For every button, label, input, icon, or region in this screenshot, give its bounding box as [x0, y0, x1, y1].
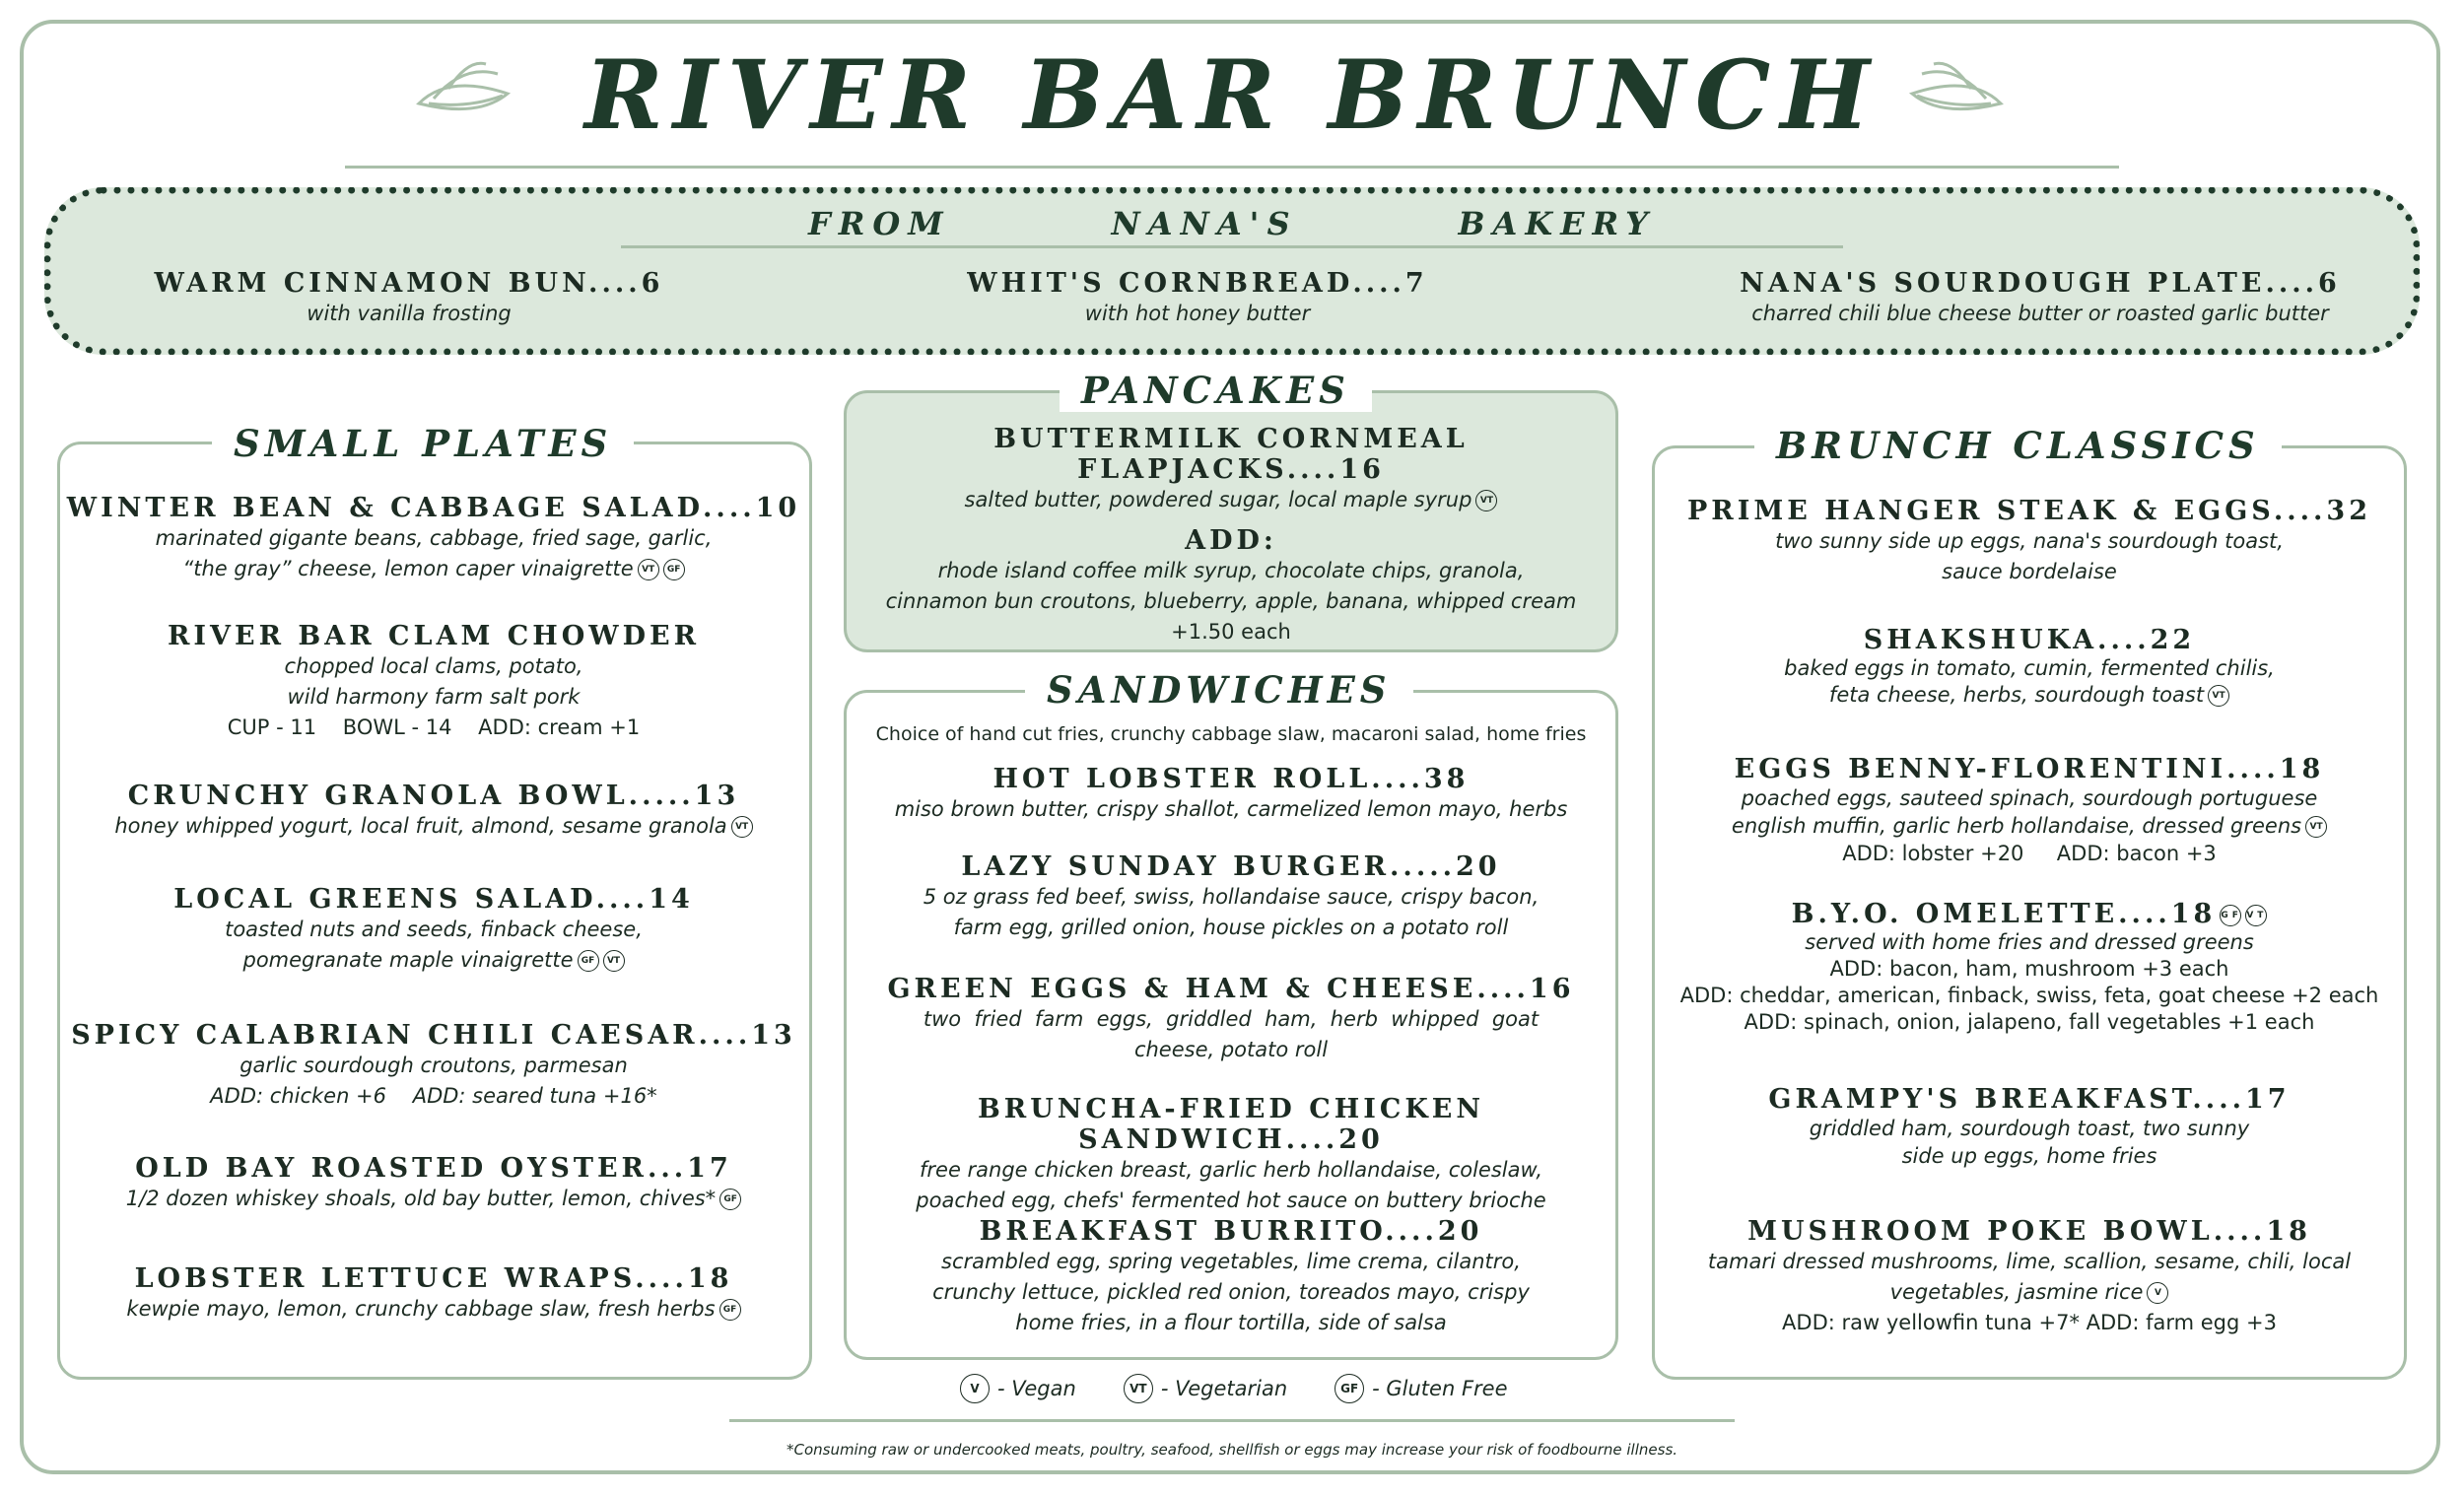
- item-desc: side up eggs, home fries: [1901, 1144, 2157, 1168]
- item-desc: sauce bordelaise: [1942, 560, 2117, 583]
- item-desc: kewpie mayo, lemon, crunchy cabbage slaw, fresh herbs: [126, 1297, 716, 1321]
- item-name: MUSHROOM POKE BOWL....18: [1747, 1216, 2311, 1247]
- menu-item: [1654, 1216, 2405, 1338]
- food-safety-disclaimer: *Consuming raw or undercooked meats, poultry, seafood, shellfish or eggs may increase your risk of foodbourne illness.: [786, 1441, 1678, 1459]
- bakery-header-word: BAKERY: [1458, 205, 1656, 242]
- item-addons: ADD: spinach, onion, jalapeno, fall vegetables +1 each: [1744, 1010, 2315, 1034]
- vegetarian-icon: VT: [2208, 685, 2229, 707]
- item-desc: poached egg, chefs' fermented hot sauce on buttery brioche: [916, 1189, 1546, 1212]
- add-ons-list: cinnamon bun croutons, blueberry, apple, banana, whipped cream: [885, 589, 1577, 613]
- item-desc: english muffin, garlic herb hollandaise, dressed greens: [1731, 814, 2302, 838]
- item-desc: wild harmony farm salt pork: [287, 685, 581, 709]
- bakery-header: [621, 205, 1843, 248]
- item-name: WARM CINNAMON BUN....6: [154, 268, 664, 299]
- item-desc: honey whipped yogurt, local fruit, almond, sesame granola: [114, 814, 727, 838]
- item-name: BRUNCHA-FRIED CHICKEN SANDWICH....20: [977, 1094, 1485, 1155]
- gluten-free-icon: GF: [578, 950, 599, 972]
- add-ons-list: rhode island coffee milk syrup, chocolate chips, granola,: [937, 559, 1525, 582]
- item-desc: charred chili blue cheese butter or roasted garlic butter: [1751, 302, 2329, 325]
- menu-title: RIVER BAR BRUNCH: [584, 39, 1880, 151]
- item-name: GREEN EGGS & HAM & CHEESE....16: [887, 974, 1575, 1004]
- item-desc: baked eggs in tomato, cumin, fermented chilis,: [1784, 656, 2275, 680]
- bakery-header-word: NANA'S: [1111, 205, 1298, 242]
- sandwich-sides-note: [846, 719, 1616, 750]
- vegetarian-icon: VT: [1124, 1374, 1153, 1403]
- bakery-item: [887, 268, 1508, 329]
- menu-item: [846, 764, 1616, 825]
- item-name: B.Y.O. OMELETTE....18: [1791, 899, 2217, 929]
- menu-item: [59, 1020, 808, 1112]
- item-name: EGGS BENNY-FLORENTINI....18: [1734, 754, 2325, 784]
- item-desc: with hot honey butter: [1084, 302, 1311, 325]
- item-name: WINTER BEAN & CABBAGE SALAD....10: [66, 493, 801, 523]
- item-name: PRIME HANGER STEAK & EGGS....32: [1686, 496, 2372, 526]
- vegetarian-icon: VT: [603, 950, 625, 972]
- item-desc: garlic sourdough croutons, parmesan: [240, 1054, 628, 1077]
- item-desc: chopped local clams, potato,: [284, 654, 583, 678]
- vegetarian-icon: VT: [638, 559, 659, 580]
- item-desc: tamari dressed mushrooms, lime, scallion, sesame, chili, local: [1707, 1250, 2352, 1273]
- item-desc: 1/2 dozen whiskey shoals, old bay butter, lemon, chives*: [125, 1187, 717, 1210]
- menu-item: [59, 493, 808, 584]
- footer-divider: [729, 1419, 1735, 1422]
- bakery-header-word: FROM: [808, 205, 951, 242]
- item-name: HOT LOBSTER ROLL....38: [992, 764, 1470, 794]
- menu-item: [1654, 899, 2405, 1036]
- legend-gluten-free: [1331, 1374, 1507, 1403]
- menu-item: [59, 884, 808, 976]
- item-desc: 5 oz grass fed beef, swiss, hollandaise sauce, crispy bacon,: [923, 885, 1540, 909]
- gluten-free-icon: GF: [1335, 1374, 1364, 1403]
- item-addons: ADD: bacon, ham, mushroom +3 each: [1829, 957, 2229, 981]
- sides-text: Choice of hand cut fries, crunchy cabbage slaw, macaroni salad, home fries: [875, 723, 1587, 745]
- item-addons: ADD: lobster +20 ADD: bacon +3: [1842, 842, 2217, 865]
- bakery-item: [99, 268, 719, 329]
- menu-item: [59, 1263, 808, 1325]
- item-name: WHIT'S CORNBREAD....7: [967, 268, 1428, 299]
- vegetarian-icon: VT: [731, 816, 753, 838]
- menu-item: [59, 781, 808, 842]
- legend-label: - Gluten Free: [1372, 1377, 1508, 1400]
- item-name: OLD BAY ROASTED OYSTER...17: [135, 1153, 732, 1184]
- item-desc: pomegranate maple vinaigrette: [242, 948, 574, 972]
- gluten-free-icon: GF: [663, 559, 685, 580]
- item-desc: served with home fries and dressed greens: [1805, 930, 2254, 954]
- menu-item: [846, 851, 1616, 943]
- item-addons: ADD: raw yellowfin tuna +7* ADD: farm egg +3: [1782, 1311, 2277, 1334]
- item-name: BUTTERMILK CORNMEAL FLAPJACKS....16: [993, 424, 1469, 485]
- item-addons: ADD: chicken +6 ADD: seared tuna +16*: [210, 1084, 657, 1108]
- menu-item: [59, 1153, 808, 1214]
- item-name: SPICY CALABRIAN CHILI CAESAR....13: [71, 1020, 796, 1051]
- item-desc: griddled ham, sourdough toast, two sunny: [1809, 1117, 2250, 1140]
- item-name: RIVER BAR CLAM CHOWDER: [167, 621, 701, 651]
- gluten-free-icon: GF: [719, 1299, 741, 1321]
- gluten-free-icon: GF: [719, 1189, 741, 1210]
- menu-item: [846, 424, 1616, 647]
- gluten-free-icon: GF: [2220, 905, 2241, 926]
- title-divider: [345, 166, 2119, 169]
- item-price-options: CUP - 11 BOWL - 14 ADD: cream +1: [227, 715, 641, 739]
- item-desc: two sunny side up eggs, nana's sourdough toast,: [1775, 529, 2284, 553]
- menu-item: [846, 1094, 1616, 1216]
- bakery-item: [1636, 268, 2444, 329]
- item-name: CRUNCHY GRANOLA BOWL.....13: [127, 781, 740, 811]
- legend-vegan: [956, 1374, 1076, 1403]
- item-desc: toasted nuts and seeds, finback cheese,: [225, 918, 643, 941]
- vegan-icon: V: [2147, 1282, 2168, 1304]
- add-ons-label: ADD:: [1185, 525, 1277, 556]
- item-desc: vegetables, jasmine rice: [1889, 1280, 2144, 1304]
- small-plates-title: SMALL PLATES: [212, 422, 634, 465]
- brunch-classics-title: BRUNCH CLASSICS: [1754, 424, 2282, 467]
- artichoke-ornament-right: [1902, 54, 2011, 123]
- item-desc: crunchy lettuce, pickled red onion, toreados mayo, crispy: [932, 1280, 1530, 1304]
- pancakes-title: PANCAKES: [1060, 369, 1372, 412]
- add-ons-price: +1.50 each: [1171, 620, 1291, 644]
- menu-item: [846, 1216, 1616, 1338]
- item-desc: salted butter, powdered sugar, local maple syrup: [964, 488, 1472, 511]
- item-desc: poached eggs, sauteed spinach, sourdough portuguese: [1741, 786, 2318, 810]
- item-name: SHAKSHUKA....22: [1863, 625, 2196, 655]
- item-desc: cheese, potato roll: [1133, 1038, 1329, 1061]
- item-name: GRAMPY'S BREAKFAST....17: [1768, 1084, 2291, 1115]
- item-desc: two fried farm eggs, griddled ham, herb whipped goat: [923, 1007, 1540, 1031]
- item-desc: feta cheese, herbs, sourdough toast: [1828, 683, 2205, 707]
- item-name: LOBSTER LETTUCE WRAPS....18: [134, 1263, 733, 1294]
- sandwiches-title: SANDWICHES: [1025, 668, 1413, 712]
- legend-label: - Vegan: [997, 1377, 1076, 1400]
- item-desc: free range chicken breast, garlic herb hollandaise, coleslaw,: [920, 1158, 1542, 1182]
- menu-item: [1654, 1084, 2405, 1170]
- item-name: LAZY SUNDAY BURGER.....20: [961, 851, 1501, 882]
- item-name: LOCAL GREENS SALAD....14: [173, 884, 694, 915]
- menu-item: [846, 974, 1616, 1065]
- item-desc: marinated gigante beans, cabbage, fried sage, garlic,: [155, 526, 713, 550]
- vegan-icon: V: [960, 1374, 990, 1403]
- item-name: NANA'S SOURDOUGH PLATE....6: [1740, 268, 2341, 299]
- menu-item: [1654, 496, 2405, 587]
- vegetarian-icon: VT: [1475, 490, 1497, 511]
- dietary-legend: [956, 1374, 1508, 1403]
- item-desc: with vanilla frosting: [307, 302, 512, 325]
- menu-item: [59, 621, 808, 743]
- item-addons: ADD: cheddar, american, finback, swiss, feta, goat cheese +2 each: [1679, 984, 2379, 1007]
- vegetarian-icon: VT: [2305, 816, 2327, 838]
- legend-vegetarian: [1120, 1374, 1287, 1403]
- item-desc: “the gray” cheese, lemon caper vinaigrette: [182, 557, 634, 580]
- vegetarian-icon: VT: [2245, 905, 2267, 926]
- legend-label: - Vegetarian: [1160, 1377, 1288, 1400]
- item-desc: home fries, in a flour tortilla, side of salsa: [1015, 1311, 1447, 1334]
- item-desc: farm egg, grilled onion, house pickles on a potato roll: [953, 916, 1509, 939]
- menu-item: [1654, 754, 2405, 867]
- item-desc: scrambled egg, spring vegetables, lime crema, cilantro,: [941, 1250, 1521, 1273]
- item-name: BREAKFAST BURRITO....20: [979, 1216, 1483, 1247]
- menu-item: [1654, 625, 2405, 709]
- item-desc: miso brown butter, crispy shallot, carmelized lemon mayo, herbs: [894, 797, 1568, 821]
